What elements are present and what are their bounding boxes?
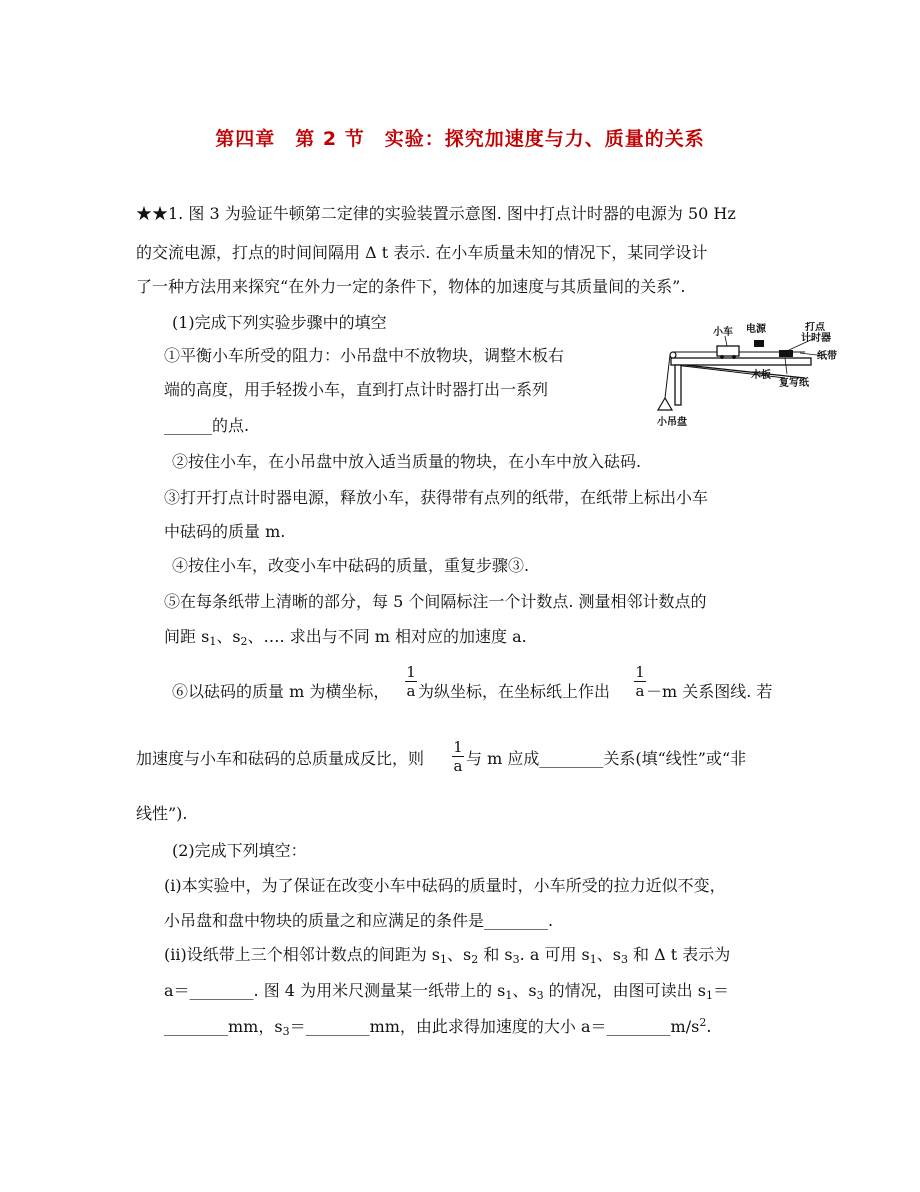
- pan-label: 小吊盘: [657, 417, 687, 428]
- table-leg: [675, 365, 681, 405]
- question-ii: ________mm，$s_3=\_\_\_\_\_\_\_\_mm$，由此求得加速度的大小 $a=\_\_\_\_\_\_\_\_m/s^2$.: [164, 1016, 712, 1038]
- step-6: －m 关系图线. 若: [646, 682, 773, 701]
- question-ii: a＝________. 图 4 为用米尺测量某一纸带上的 $s_1$、$s_3$ 的情况，由图可读出 $s_1=$: [164, 981, 729, 1002]
- step-6: 为纵坐标，在坐标纸上作出: [418, 682, 611, 701]
- question-i: (i)本实验中，为了保证在改变小车中砝码的质量时，小车所受的拉力近似不变，: [164, 876, 726, 895]
- fraction-one-over-a: 1 a: [453, 738, 463, 775]
- fraction-one-over-a: 1 a: [635, 663, 645, 700]
- power-label: 电源: [746, 324, 766, 335]
- step-2: ②按住小车，在小吊盘中放入适当质量的物块，在小车中放入砝码.: [172, 452, 642, 471]
- power-supply-icon: [754, 340, 764, 347]
- step-4: ④按住小车，改变小车中砝码的质量，重复步骤③.: [172, 556, 530, 575]
- question-i: 小吊盘和盘中物块的质量之和应满足的条件是________.: [164, 911, 554, 930]
- step-5: 间距 $s_1$、$s_2$、…. 求出与不同 m 相对应的加速度 a.: [164, 627, 527, 648]
- hanging-pan-icon: [658, 398, 672, 410]
- fraction-one-over-a: 1 a: [406, 663, 416, 700]
- timer-label: 打点: [805, 322, 825, 333]
- question-ii: (ii)设纸带上三个相邻计数点的间距为 $s_1$、$s_2$ 和 $s_3$. a 可用 $s_1$、$s_3$ 和 Δ t 表示为: [164, 945, 731, 966]
- problem-line: ★★1. 图 3 为验证牛顿第二定律的实验装置示意图. 图中打点计时器的电源为 50 Hz: [136, 204, 736, 223]
- problem-line: 的交流电源，打点的时间间隔用 Δ t 表示. 在小车质量未知的情况下，某同学设计: [136, 243, 708, 262]
- step-6: 加速度与小车和砝码的总质量成反比，则: [136, 749, 425, 768]
- step-6: 与 m 应成________关系(填“线性”或“非: [466, 749, 747, 768]
- tape-label: 纸带: [817, 351, 837, 362]
- step-5: ⑤在每条纸带上清晰的部分，每 5 个间隔标注一个计数点. 测量相邻计数点的: [164, 592, 707, 611]
- apparatus-diagram: [655, 322, 845, 434]
- step-6: ⑥以砝码的质量 m 为横坐标，: [172, 682, 390, 701]
- carbon-paper-label: 复写纸: [779, 378, 809, 389]
- string: [665, 355, 670, 398]
- step-1: 端的高度，用手轻拨小车，直到打点计时器打出一系列: [164, 380, 549, 399]
- step-6: 线性”).: [136, 804, 188, 823]
- step-1: ①平衡小车所受的阻力：小吊盘中不放物块，调整木板右: [164, 346, 565, 365]
- wooden-board: [671, 358, 811, 365]
- step-3: ③打开打点计时器电源，释放小车，获得带有点列的纸带，在纸带上标出小车: [164, 488, 709, 507]
- part2-heading: (2)完成下列填空：: [172, 841, 307, 860]
- page-title: 第四章 第 2 节 实验：探究加速度与力、质量的关系: [215, 128, 705, 150]
- part1-heading: (1)完成下列实验步骤中的填空: [172, 313, 387, 332]
- problem-line: 了一种方法用来探究“在外力一定的条件下，物体的加速度与其质量间的关系”.: [136, 277, 686, 296]
- step-1-blank: ______的点.: [164, 416, 250, 435]
- pulley: [670, 352, 676, 358]
- timer-icon: [779, 350, 793, 357]
- cart-label: 小车: [713, 327, 733, 338]
- cart-icon: [717, 346, 739, 356]
- step-3: 中砝码的质量 m.: [164, 522, 286, 541]
- timer-label: 计时器: [801, 333, 831, 344]
- board-label: 木板: [751, 370, 771, 381]
